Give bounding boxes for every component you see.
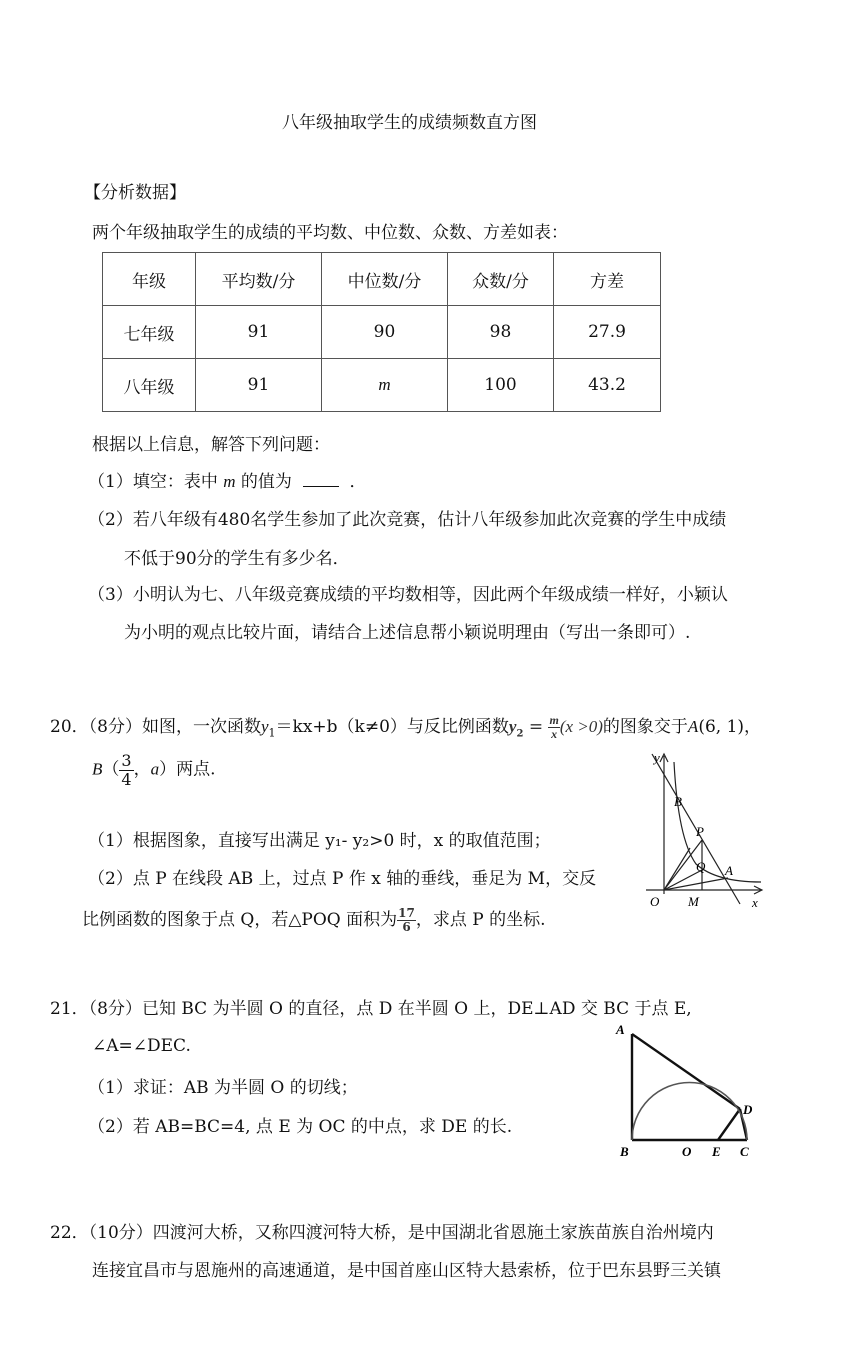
fig-label-a: A [616, 1022, 625, 1037]
q21-figure [612, 1020, 760, 1160]
q20-stem-line2: B（ $\frac{3}{4}$ ，a）两点. [92, 751, 216, 789]
table-cell: 43.2 [554, 359, 661, 412]
q20-stem-line1: 20．（8分）如图，一次函数$y_1=kx+b(k\ne 0)$与反比例函数$y_2$ = $\frac{m}{x}$ (x >0)的图象交于A(6, 1)， [50, 713, 762, 741]
histogram-caption: 八年级抽取学生的成绩频数直方图 [282, 113, 537, 133]
fraction-3-4: $\frac{3}{4}$ [121, 751, 132, 789]
table-cell: 八年级 [103, 359, 196, 412]
q22-stem-line1: 22．（10分）四渡河大桥，又称四渡河特大桥，是中国湖北省恩施土家族苗族自治州境内 [50, 1223, 714, 1243]
fig-label-b: B [620, 1144, 629, 1159]
q21-part1: （1）求证：AB 为半圆 O 的切线； [88, 1078, 358, 1098]
q19-prompt: 根据以上信息，解答下列问题： [92, 435, 330, 455]
table-header-row [103, 253, 661, 306]
question-number: 21． [50, 999, 89, 1019]
q19-part2-line2: 不低于90分的学生有多少名． [124, 549, 350, 569]
table-row [103, 306, 661, 359]
table-cell: 100 [448, 359, 554, 412]
area-fraction: $\frac{17}{6}$ [398, 906, 415, 934]
table-cell: 90 [322, 306, 448, 359]
fig-label-q: Q [696, 859, 706, 874]
fig-label-x: x [752, 895, 758, 910]
fig-label-o: O [682, 1144, 692, 1159]
answer-blank [303, 472, 339, 487]
hyperbola-y2 [674, 762, 761, 882]
q19-part1: （1）填空：表中 m 的值为 ． [88, 472, 367, 492]
q21-stem-line2: ∠A=∠DEC. [92, 1036, 191, 1056]
question-number: 20． [50, 717, 89, 737]
fig-label-a: A [725, 863, 733, 878]
fig-label-e: E [712, 1144, 721, 1159]
question-number: 22． [50, 1223, 89, 1243]
q21-part2: （2）若 AB=BC=4, 点 E 为 OC 的中点，求 DE 的长. [88, 1117, 513, 1137]
section-title: 【分析数据】 [84, 183, 186, 203]
table-cell: 七年级 [103, 306, 196, 359]
fig-label-c: C [740, 1144, 749, 1159]
table-header-cell: 年级 [103, 253, 196, 306]
fig-label-b: B [674, 794, 682, 809]
segment-ad [632, 1034, 740, 1109]
table-intro: 两个年级抽取学生的成绩的平均数、中位数、众数、方差如表： [92, 223, 568, 243]
table-cell: 91 [196, 359, 322, 412]
q20-part2-line2: 比例函数的图象于点 Q，若△POQ 面积为 $\frac{17}{6}$ ，求点 P 的坐标. [82, 906, 546, 934]
q20-part2-line1: （2）点 P 在线段 AB 上，过点 P 作 x 轴的垂线，垂足为 M，交反 [88, 869, 597, 889]
table-header-cell: 众数/分 [448, 253, 554, 306]
q19-part3-line2: 为小明的观点比较片面，请结合上述信息帮小颖说明理由（写出一条即可）. [124, 623, 691, 643]
table-cell: 98 [448, 306, 554, 359]
fig-label-p: P [696, 824, 704, 839]
q22-stem-line2: 连接宜昌市与恩施州的高速通道，是中国首座山区特大悬索桥，位于巴东县野三关镇 [92, 1261, 721, 1281]
q21-stem-line1: 21．（8分）已知 BC 为半圆 O 的直径，点 D 在半圆 O 上，DE⊥AD 交 BC 于点 E, [50, 999, 692, 1019]
q20-figure [636, 744, 766, 912]
table-header-cell: 方差 [554, 253, 661, 306]
table-header-cell: 中位数/分 [322, 253, 448, 306]
fig-label-m: M [688, 894, 699, 909]
inverse-function-fraction: $\frac{m}{x}$ [549, 713, 559, 741]
semicircle [632, 1083, 747, 1141]
q19-part2-line1: （2）若八年级有480名学生参加了此次竞赛，估计八年级参加此次竞赛的学生中成绩 [88, 510, 727, 530]
stats-table [102, 252, 661, 412]
q19-part3-line1: （3）小明认为七、八年级竞赛成绩的平均数相等，因此两个年级成绩一样好，小颖认 [88, 585, 728, 605]
table-cell: 27.9 [554, 306, 661, 359]
q20-part1: （1）根据图象，直接写出满足 y₁- y₂>0 时，x 的取值范围； [88, 831, 551, 851]
fig-label-d: D [743, 1102, 753, 1117]
fig-label-o: O [650, 894, 660, 909]
table-header-cell: 平均数/分 [196, 253, 322, 306]
table-cell: m [322, 359, 448, 412]
table-row [103, 359, 661, 412]
table-cell: 91 [196, 306, 322, 359]
segment-oa [664, 878, 728, 890]
fig-label-y: y [654, 750, 660, 765]
segment-de [718, 1109, 740, 1140]
